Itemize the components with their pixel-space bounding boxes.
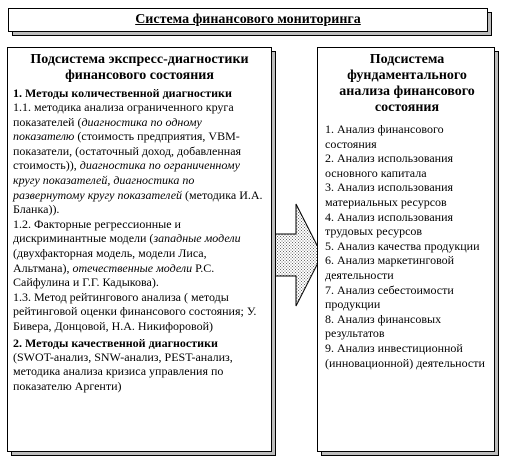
right-arrow [268,200,324,310]
list-item: 1. Анализ финансового состояния [325,122,444,151]
list-item: 9. Анализ инвестиционной (инновационной) деятельности [325,340,485,370]
express-diagnostics-box [7,47,272,452]
text-run: диагностика по ограниченному кругу показателей, диагностика по развернутому кругу показателей [13,158,240,202]
list-item: 8. Анализ финансовых результатов [325,311,442,341]
qualitative-methods-heading: 2. Методы качественной диагностики [13,335,218,350]
list-item: 2. Анализ использования основного капитала [325,151,454,180]
text-run: (двухфакторная модель, модели Лиса, Альтмана), [13,245,207,275]
list-item: 7. Анализ себестоимости продукции [325,282,454,312]
qualitative-methods-text: (SWOT-анализ, SNW-анализ, PEST-анализ, методика анализа кризиса управления по показателю Аргенти) [13,349,233,393]
quantitative-methods-heading: 1. Методы количественной диагностики [13,86,232,100]
text-run: диагностика по одному показателю [13,114,202,144]
list-item: 5. Анализ качества продукции [325,238,480,253]
text-run: (стоимость предприятия, VBM-показатели, (остаточный доход, добавленная стоимость)), [13,129,242,173]
analysis-list [325,122,489,370]
list-item: 3. Анализ использования материальных ресурсов [325,180,454,209]
fundamental-analysis-box [317,47,495,452]
diagram-title: Система финансового мониторинга [135,12,361,27]
method-1-3: 1.3. Метод рейтингового анализа ( методы рейтинговой оценки финансового состояния; У. Бивера, Донцовой, Н.А. Никифоровой) [13,289,257,333]
title-box [8,8,488,32]
title-frame [8,8,490,34]
text-run: Р.С. Сайфулина и Г.Г. Кадыкова). [13,260,215,290]
text-run: (методика И.А. Бланка)). [13,187,263,217]
text-run: 1.2. Факторные регрессионные и дискриминантные модели ( [13,216,181,246]
fundamental-analysis-heading: Подсистема фундаментального анализа финансового состояния [339,52,475,115]
method-1-2 [13,217,266,290]
text-run: западные модели [153,231,241,246]
list-item: 4. Анализ использования трудовых ресурсов [325,209,454,239]
method-1-1 [13,100,266,217]
text-run: отечественные модели [72,260,193,275]
text-run: 1.1. методика анализа ограниченного круга показателей ( [13,100,234,129]
express-diagnostics-heading: Подсистема экспресс-диагностики финансового состояния [30,52,249,83]
list-item: 6. Анализ маркетинговой деятельности [325,253,455,282]
